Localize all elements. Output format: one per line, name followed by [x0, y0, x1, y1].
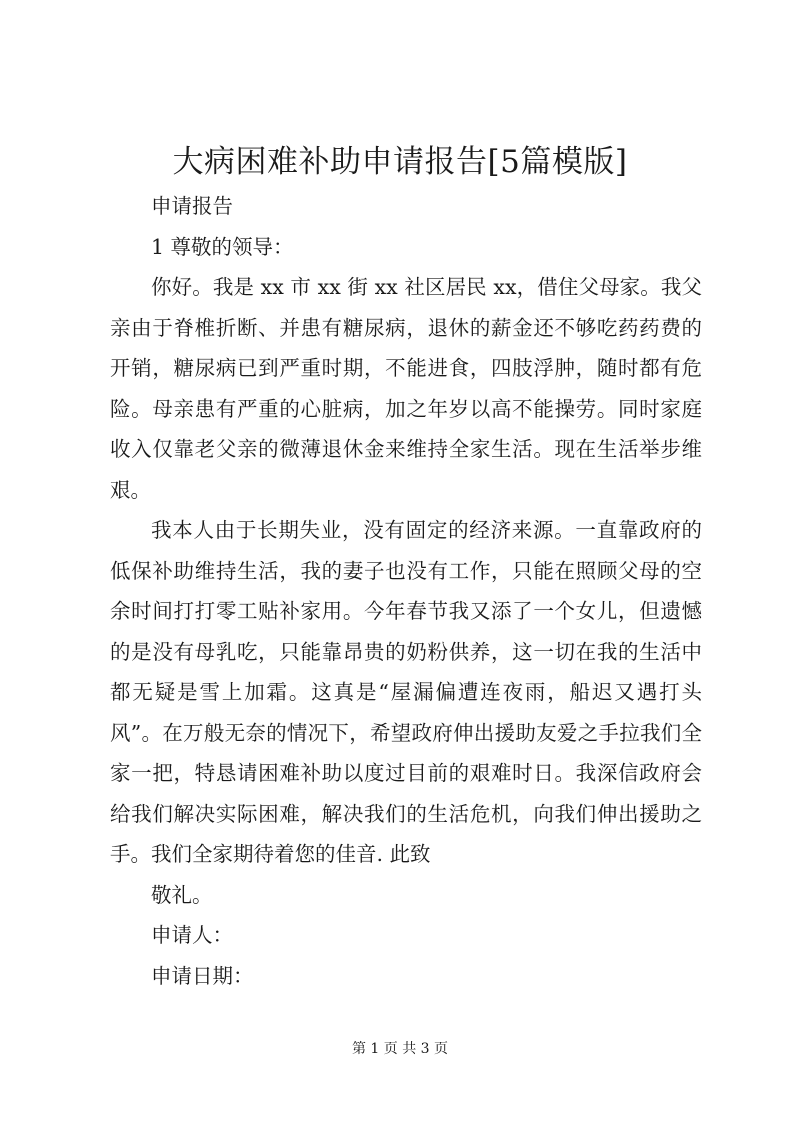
- page-footer: 第 1 页 共 3 页: [351, 1041, 449, 1057]
- paragraph-personal-situation: 我本人由于长期失业，没有固定的经济来源。一直靠政府的低保补助维持生活，我的妻子也没有工作，只能在照顾父母的空余时间打打零工贴补家用。今年春节我又添了一个女儿，但遗憾的是没有母乳吃，只能靠昂贵的奶粉供养，这一切在我的生活中都无疑是雪上加霜。这真是“屋漏偏遭连夜雨，船迟又遇打头风”。在万般无奈的情况下，希望政府伸出援助友爱之手拉我们全家一把，特恳请困难补助以度过目前的艰难时日。我深信政府会给我们解决实际困难，解决我们的生活危机，向我们伸出援助之手。我们全家期待着您的佳音. 此致: [110, 518, 702, 866]
- paragraph-heading: 申请报告: [151, 194, 233, 218]
- document-title: 大病困难补助申请报告[5篇模版]: [172, 144, 628, 180]
- paragraph-salutation: 1 尊敬的领导：: [151, 234, 294, 259]
- paragraph-applicant: 申请人：: [151, 923, 233, 947]
- paragraph-closing: 敬礼。: [151, 882, 213, 907]
- paragraph-family-situation: 你好。我是 xx 市 xx 街 xx 社区居民 xx，借住父母家。我父亲由于脊椎折断、并患有糖尿病，退休的薪金还不够吃药药费的开销，糖尿病已到严重时期，不能进食，四肢浮肿，随时都有危险。母亲患有严重的心脏病，加之年岁以高不能操劳。同时家庭收入仅靠老父亲的微薄退休金来维持全家生活。现在生活举步维艰。: [110, 275, 702, 502]
- document-body: [110, 186, 702, 996]
- paragraph-date: 申请日期：: [151, 963, 254, 988]
